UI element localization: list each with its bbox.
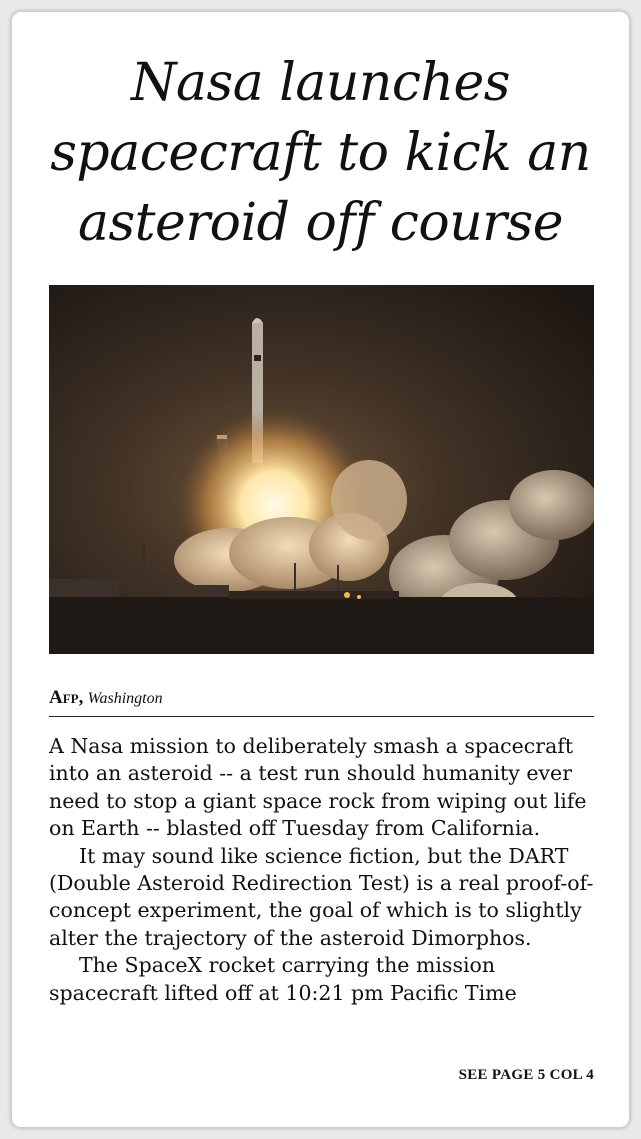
ground <box>49 597 594 654</box>
byline-divider <box>49 716 594 717</box>
launch-photo <box>49 285 594 654</box>
headline: Nasa launches spacecraft to kick an asteroid off course <box>50 53 591 253</box>
byline-agency: Afp, <box>49 687 84 708</box>
paragraph-2: It may sound like science fiction, but the DART (Double Asteroid Redirection Test) is a real proof-of-concept experiment, the goal of which is to slightly alter the trajectory of the asteroid Dimorphos. <box>49 843 594 950</box>
article-body <box>49 733 597 1007</box>
paragraph-3: The SpaceX rocket carrying the mission spacecraft lifted off at 10:21 pm Pacific Time <box>49 953 517 1005</box>
paragraph-1: A Nasa mission to deliberately smash a spacecraft into an asteroid -- a test run should humanity ever need to stop a giant space rock from wiping out life on Earth -- blasted off Tuesday from California. <box>49 734 587 841</box>
byline-place: Washington <box>87 690 163 707</box>
rocket-launch-image <box>49 285 594 654</box>
continued-on-page: SEE PAGE 5 COL 4 <box>458 1067 594 1083</box>
news-clipping <box>11 11 630 1128</box>
byline <box>49 687 594 709</box>
